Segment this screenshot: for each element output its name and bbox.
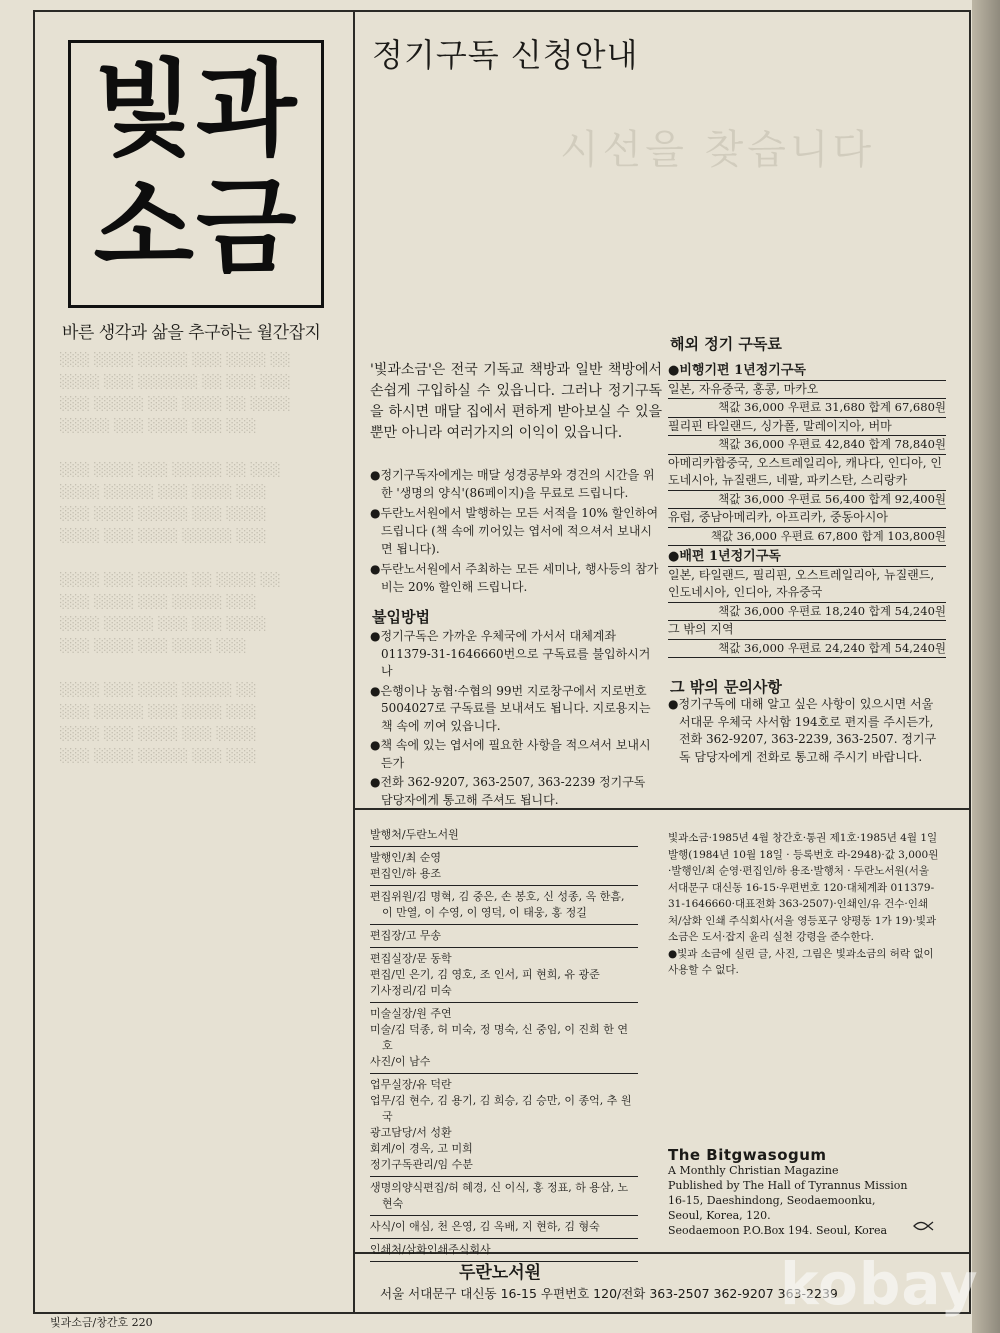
column-divider [353, 10, 355, 1314]
benefit-item: ●두란노서원에서 발행하는 모든 서적을 10% 할인하여 드립니다 (책 속에 끼어있는 엽서에 적으셔서 보내시면 됩니다). [370, 506, 659, 556]
payment-heading: 불입방법 [372, 608, 430, 626]
staff-line: 편집실장/문 동학 [370, 952, 452, 965]
staff-group [370, 1074, 638, 1177]
fee-price: 책값 36,000 우편료 67,800 합계 103,800원 [668, 528, 946, 547]
staff-group [370, 1003, 638, 1074]
logo-row-1: 빛과 [93, 48, 299, 170]
staff-line: 편집위원/김 명혁, 김 중은, 손 봉호, 신 성종, 옥 한흠, 이 만열, 이 수영, 이 영덕, 이 태웅, 홍 정길 [370, 890, 625, 919]
colophon [668, 830, 940, 979]
staff-line: 편집/민 은기, 김 영호, 조 인서, 피 현희, 유 광준 [370, 968, 600, 981]
english-line: A Monthly Christian Magazine [668, 1164, 839, 1177]
staff-list [370, 824, 638, 1262]
staff-line: 편집인/하 용조 [370, 867, 441, 880]
staff-line: 기사정리/김 미숙 [370, 984, 452, 997]
fee-price: 책값 36,000 우편료 42,840 합계 78,840원 [668, 436, 946, 455]
inquiry-text-block [668, 696, 943, 766]
fee-price: 책값 36,000 우편료 56,400 합계 92,400원 [668, 491, 946, 510]
fee-region: 일본, 타일랜드, 필리핀, 오스트레일리아, 뉴질랜드, 인도네시아, 인디아, 자유중국 [668, 567, 946, 603]
fee-region: 그 밖의 지역 [668, 621, 946, 640]
benefit-item: ●정기구독자에게는 매달 성경공부와 경건의 시간을 위한 '생명의 양식'(86페이지)을 무료로 드립니다. [370, 468, 655, 500]
overseas-fee-table [668, 360, 946, 658]
publisher-name: 두란노서원 [458, 1263, 542, 1283]
air-mail-label: ●비행기편 1년정기구독 [668, 362, 946, 381]
staff-group [370, 948, 638, 1003]
staff-group [370, 1216, 638, 1239]
staff-group [370, 925, 638, 948]
fee-region: 필리핀 타일랜드, 싱가폴, 말레이지아, 버마 [668, 418, 946, 437]
intro-paragraph: '빛과소금'은 전국 기독교 책방과 일반 책방에서 손쉽게 구입하실 수 있읍니다. 그러나 정기구독을 하시면 매달 집에서 편하게 받아보실 수 있을 뿐만 아니라 여러가지의 이익이 있읍니다. [370, 362, 662, 441]
tagline: 바른 생각과 삶을 추구하는 월간잡지 [62, 323, 321, 343]
watermark: kobay [780, 1250, 979, 1318]
fee-region: 아메리카합중국, 오스트레일리아, 캐나다, 인디아, 인도네시아, 뉴질랜드, 네팔, 파키스탄, 스리랑카 [668, 455, 946, 491]
english-imprint [668, 1148, 948, 1238]
staff-line: 업무/김 현수, 김 용기, 김 희승, 김 승만, 이 종억, 추 원국 [370, 1094, 632, 1123]
show-through-text: 시선을 찾습니다 [560, 127, 876, 173]
benefit-item: ●두란노서원에서 주최하는 모든 세미나, 행사등의 참가비는 20% 할인해 드립니다. [370, 562, 659, 594]
page-title: 정기구독 신청안내 [372, 36, 639, 74]
staff-group [370, 824, 638, 847]
fee-price: 책값 36,000 우편료 18,240 합계 54,240원 [668, 603, 946, 622]
benefits-list [370, 466, 660, 598]
fee-price: 책값 36,000 우편료 24,240 합계 54,240원 [668, 640, 946, 659]
colophon-text: 빛과소금·1985년 4월 창간호·통권 제1호·1985년 4월 1일 발행(1984년 10월 18일 · 등록번호 라-2948)·값 3,000원·발행인/최 순영·편집인/하 용조·발행처 · 두란노서원(서울 서대문구 대신동 16-15·우편번호 120·대체계좌 011379-31-1646660·대표전화 363-2507)·인쇄인/유 건수·인쇄처/삼화 인쇄 주식회사(서울 영등포구 양평동 1가 19)·빛과 소금은 도서·잡지 윤리 실천 강령을 준수한다. [668, 832, 939, 943]
payment-item: ●책 속에 있는 엽서에 필요한 사항을 적으셔서 보내시든가 [370, 738, 651, 770]
staff-group [370, 1177, 638, 1216]
show-through-text: ░░░ ░░░░ ░░░░░ ░░░ ░░░░ ░░ ░░░░ ░░░ ░░░░░░ ░░ ░░░ ░░░ ░░░ ░░░░░ ░░░ ░░░░ ░░ ░░░░ ░░░░░ ░░░ ░░░░ ░░░ ░░░ ░░░ ░░░░ ░░░ ░░░░░ ░░ ░░░ ░░░░ ░░░░░ ░░░ ░░░░ ░░░ ░░░ ░░░░ ░░░░░ ░░░ ░░░░ ░░░░ ░░░ ░░░░ ░░░░░ ░░░ ░░░░ ░░░ ░░░░░ ░░ ░░░░ ░░ ░░░ ░░░░ ░░░ ░░░░░ ░░░ ░░░░ ░░░░░ ░░░ ░░░ ░░░░ ░░░ ░░░░ ░░░ ░░░░ ░░░ ░░░░ ░░░ ░░░░ ░░░░░ ░░ ░░░ ░░░░░ ░░░ ░░░░ ░░░ ░░░░ ░░░ ░░░░ ░░░ ░░░░ ░░░ ░░░░ ░░░░░ ░░░ ░░░ [60, 353, 291, 764]
english-line: 16-15, Daeshindong, Seodaemoonku, [668, 1194, 876, 1207]
staff-line: 인쇄처/삼화인쇄주식회사 [370, 1243, 491, 1256]
logo-row-2: 소금 [93, 166, 299, 288]
overseas-heading: 해외 정기 구독료 [670, 335, 782, 353]
inquiry-heading: 그 밖의 문의사항 [670, 678, 782, 696]
fee-region: 일본, 자유중국, 홍콩, 마카오 [668, 381, 946, 400]
binding-edge [972, 0, 1000, 1333]
fish-icon [912, 1220, 934, 1235]
magazine-logo [68, 40, 324, 308]
payment-item: ●정기구독은 가까운 우체국에 가서서 대체계좌 011379-31-1646660번으로 구독료를 불입하시거나 [370, 629, 651, 678]
payment-item: ●은행이나 농협·수협의 99번 지로창구에서 지로번호 5004027로 구독료를 보내셔도 됩니다. 지로용지는 책 속에 끼여 있읍니다. [370, 683, 651, 733]
staff-line: 발행처/두란노서원 [370, 828, 459, 841]
staff-group [370, 886, 638, 925]
publisher-address: 서울 서대문구 대신동 16-15 우편번호 120/전화 363-2507 362-9207 363-2239 [380, 1286, 838, 1301]
staff-line: 사진/이 남수 [370, 1055, 431, 1068]
staff-line: 편집장/고 무송 [370, 929, 441, 942]
staff-line: 미술실장/원 주연 [370, 1007, 452, 1020]
copyright-notice: ●빛과 소금에 실린 글, 사진, 그림은 빛과소금의 허락 없이 사용할 수 없다. [668, 947, 934, 976]
staff-line: 회계/이 경옥, 고 미희 [370, 1142, 473, 1155]
page-footer: 빛과소금/창간호 220 [50, 1316, 153, 1329]
staff-line: 미술/김 덕종, 허 미숙, 정 명숙, 신 중임, 이 진희 한 연호 [370, 1023, 629, 1052]
sea-mail-label: ●배편 1년정기구독 [668, 548, 946, 567]
inquiry-text: ●정기구독에 대해 알고 싶은 사항이 있으시면 서울 서대문 우체국 사서함 194호로 편지를 주시든가, 전화 362-9207, 363-2239, 363-2507. 정기구독 담당자에게 전화로 통고해 주시기 바랍니다. [668, 697, 937, 764]
fee-price: 책값 36,000 우편료 31,680 합계 67,680원 [668, 399, 946, 418]
payment-item: ●전화 362-9207, 363-2507, 363-2239 정기구독 담당자에게 통고해 주셔도 됩니다. [370, 775, 646, 807]
english-line: Seoul, Korea, 120. [668, 1209, 771, 1222]
staff-line: 정기구독관리/임 수분 [370, 1158, 473, 1171]
staff-line: 광고담당/서 성환 [370, 1126, 452, 1139]
staff-line: 생명의양식편집/허 혜경, 신 이식, 홍 정표, 하 용삼, 노 현숙 [370, 1181, 629, 1210]
fee-region: 유럽, 중남아메리카, 아프리카, 중동아시아 [668, 509, 946, 528]
english-line: Seodaemoon P.O.Box 194. Seoul, Korea [668, 1224, 888, 1237]
english-title: The Bitgwasogum [668, 1146, 827, 1164]
staff-line: 사식/이 애심, 천 은영, 김 옥배, 지 현하, 김 형숙 [370, 1220, 600, 1233]
staff-line: 발행인/최 순영 [370, 851, 441, 864]
staff-line: 업무실장/유 덕란 [370, 1078, 452, 1091]
english-line: Published by The Hall of Tyrannus Mission [668, 1179, 908, 1192]
payment-list [370, 628, 660, 811]
staff-group [370, 847, 638, 886]
